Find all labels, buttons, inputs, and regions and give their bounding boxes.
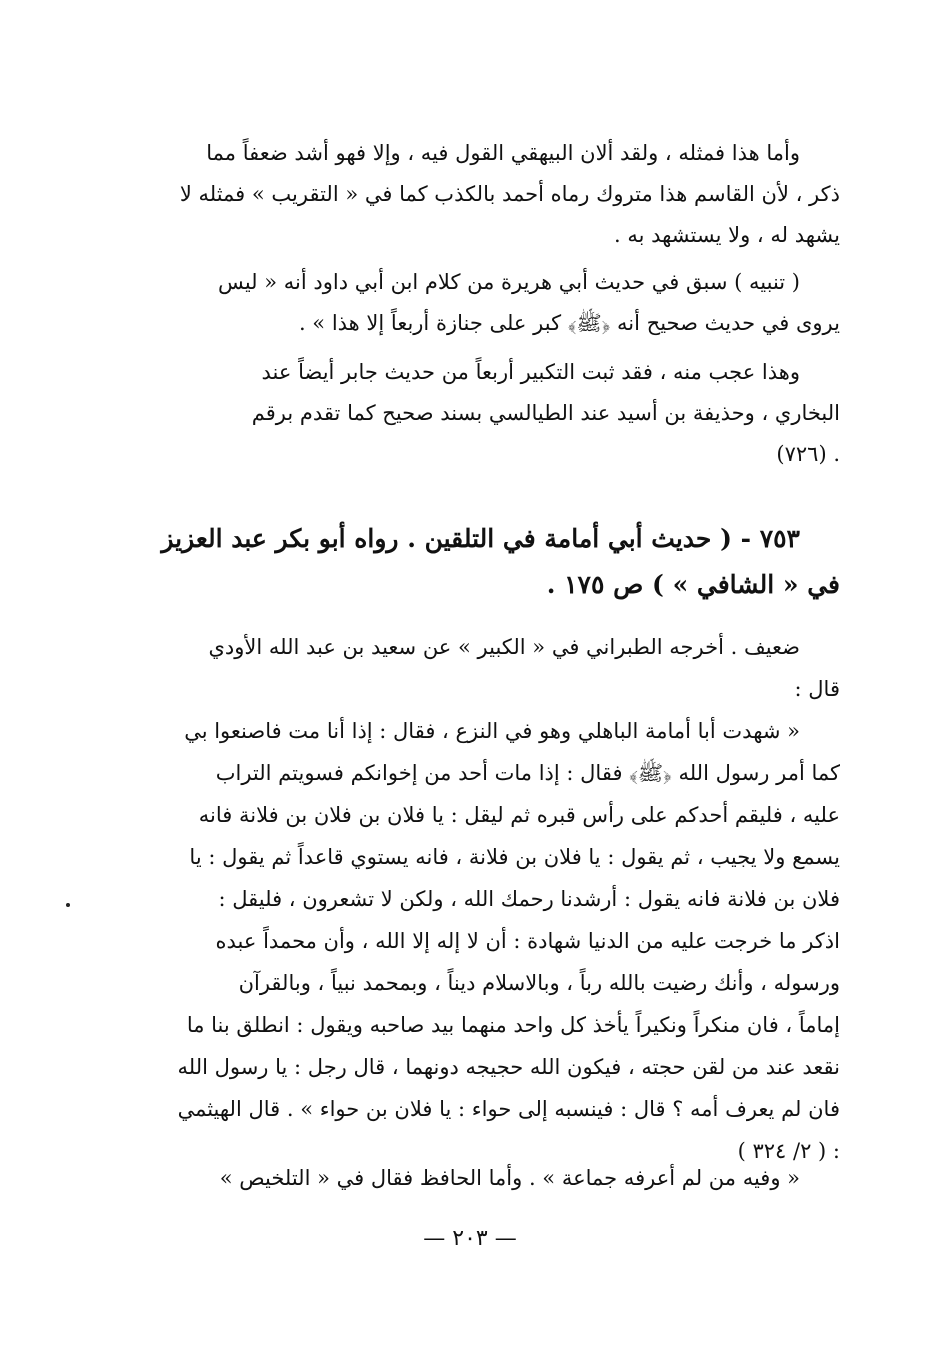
text-line: يروى في حديث صحيح أنه ﴿ﷺ﴾ كبر على جنازة أربعاً إلا هذا » .	[298, 311, 840, 335]
hadith-body	[140, 626, 840, 1172]
page-number: — ٢٠٣ —	[423, 1226, 517, 1251]
text-line: اذكر ما خرجت عليه من الدنيا شهادة : أن لا إله إلا الله ، وأن محمداً عبده	[215, 929, 840, 953]
text-line: كما أمر رسول الله ﴿ﷺ﴾ فقال : إذا مات أحد من إخوانكم فسويتم التراب	[215, 761, 840, 785]
text-line: يشهد له ، ولا يستشهد به .	[613, 223, 840, 247]
paragraph-3	[140, 352, 840, 475]
text-line: ذكر ، لأن القاسم هذا متروك رماه أحمد بالكذب كما في « التقريب » فمثله لا	[179, 182, 840, 206]
text-line: « شهدت أبا أمامة الباهلي وهو في النزع ، فقال : إذا أنا مت فاصنعوا بي	[184, 719, 800, 743]
text-line: : ( ٢/ ٣٢٤ )	[737, 1139, 840, 1163]
text-line: فان لم يعرف أمه ؟ قال : فينسبه إلى حواء : يا فلان بن حواء » . قال الهيثمي	[177, 1097, 840, 1121]
text-line: نقعد عند من لقن حجته ، فيكون الله حجيجه دونهما ، قال رجل : يا رسول الله	[177, 1055, 840, 1079]
hadith-heading	[140, 516, 840, 608]
text-line: إماماً ، فان منكراً ونكيراً يأخذ كل واحد منهما بيد صاحبه ويقول : انطلق بنا ما	[186, 1013, 840, 1037]
heading-line: في « الشافي » ) ص ١٧٥ .	[546, 570, 840, 599]
scan-speck	[66, 903, 70, 907]
final-line	[140, 1158, 840, 1199]
text-line: ( تنبيه ) سبق في حديث أبي هريرة من كلام ابن أبي داود أنه « ليس	[218, 270, 800, 294]
paragraph-2-note	[140, 262, 840, 344]
text-line: . (٧٢٦)	[776, 442, 840, 466]
text-line: عليه ، فليقم أحدكم على رأس قبره ثم ليقل : يا فلان بن فلان بن فلانة فانه	[198, 803, 840, 827]
text-line: البخاري ، وحذيفة بن أسيد عند الطيالسي بسند صحيح كما تقدم برقم	[251, 401, 840, 425]
text-line: فلان بن فلانة فانه يقول : أرشدنا رحمك الله ، ولكن لا تشعرون ، فليقل :	[218, 887, 840, 911]
heading-line: ٧٥٣ - ( حديث أبي أمامة في التلقين . رواه أبو بكر عبد العزيز	[161, 524, 800, 553]
text-line: ورسوله ، وأنك رضيت بالله رباً ، وبالاسلام ديناً ، وبمحمد نبياً ، وبالقرآن	[238, 971, 840, 995]
text-line: قال :	[794, 677, 840, 701]
paragraph-1	[140, 133, 840, 256]
text-line: ضعيف . أخرجه الطبراني في « الكبير » عن سعيد بن عبد الله الأودي	[208, 635, 800, 659]
text-line: يسمع ولا يجيب ، ثم يقول : يا فلان بن فلانة ، فانه يستوي قاعداً ثم يقول : يا	[189, 845, 840, 869]
text-line: وأما هذا فمثله ، ولقد ألان البيهقي القول فيه ، وإلا فهو أشد ضعفاً مما	[206, 141, 800, 165]
text-line: وهذا عجب منه ، فقد ثبت التكبير أربعاً من حديث جابر أيضاً عند	[261, 360, 800, 384]
text-line: « وفيه من لم أعرفه جماعة » . وأما الحافظ فقال في « التلخيص »	[219, 1166, 800, 1190]
